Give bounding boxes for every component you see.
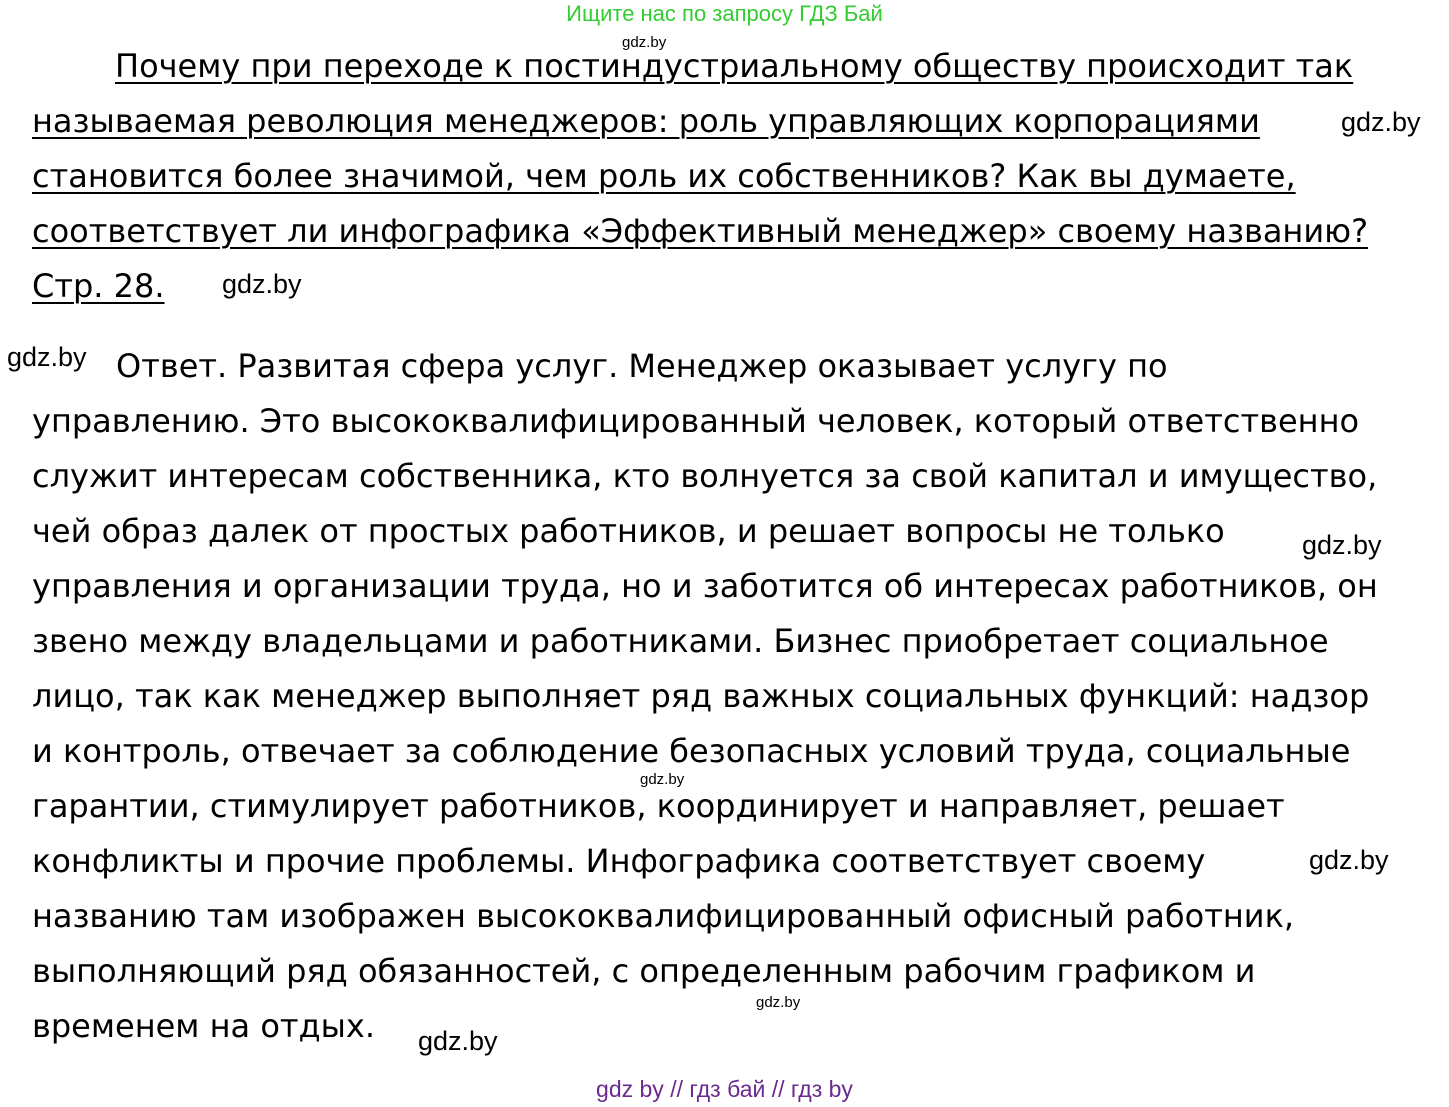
- question-line-3: становится более значимой, чем роль их собственников? Как вы думаете,: [32, 157, 1296, 195]
- answer-line-9: гарантии, стимулирует работников, координирует и направляет, решает: [32, 787, 1285, 825]
- answer-line-13: временем на отдых.: [32, 1007, 376, 1045]
- answer-line-4: чей образ далек от простых работников, и решает вопросы не только: [32, 512, 1225, 550]
- answer-line-12: выполняющий ряд обязанностей, с определенным рабочим графиком и: [32, 952, 1256, 990]
- question-line-4: соответствует ли инфографика «Эффективный менеджер» своему названию?: [32, 212, 1369, 250]
- question-line-1: Почему при переходе к постиндустриальному обществу происходит так: [115, 47, 1354, 85]
- watermark-8: gdz.by: [756, 994, 801, 1011]
- question-line-2: называемая революция менеджеров: роль управляющих корпорациями: [32, 102, 1260, 140]
- watermark-9: gdz.by: [418, 1026, 498, 1056]
- watermark-2: gdz.by: [1341, 107, 1421, 137]
- watermark-4: gdz.by: [7, 342, 87, 372]
- answer-line-5: управления и организации труда, но и заботится об интересах работников, он: [32, 567, 1378, 605]
- watermark-3: gdz.by: [222, 269, 302, 299]
- watermark-7: gdz.by: [1309, 845, 1389, 875]
- watermark-1: gdz.by: [622, 34, 667, 51]
- question-line-5: Стр. 28.: [32, 267, 165, 305]
- answer-line-7: лицо, так как менеджер выполняет ряд важных социальных функций: надзор: [32, 677, 1370, 715]
- answer-line-6: звено между владельцами и работниками. Бизнес приобретает социальное: [32, 622, 1329, 660]
- answer-line-1: Ответ. Развитая сфера услуг. Менеджер оказывает услугу по: [116, 347, 1168, 385]
- top-banner: Ищите нас по запросу ГДЗ Бай: [566, 1, 883, 26]
- answer-line-10: конфликты и прочие проблемы. Инфографика соответствует своему: [32, 842, 1206, 880]
- watermark-5: gdz.by: [1302, 530, 1382, 560]
- answer-line-11: названию там изображен высококвалифицированный офисный работник,: [32, 897, 1295, 935]
- answer-line-3: служит интересам собственника, кто волнуется за свой капитал и имущество,: [32, 457, 1378, 495]
- answer-line-8: и контроль, отвечает за соблюдение безопасных условий труда, социальные: [32, 732, 1351, 770]
- watermark-6: gdz.by: [640, 771, 685, 788]
- answer-line-2: управлению. Это высококвалифицированный человек, который ответственно: [32, 402, 1360, 440]
- footer-links: gdz by // гдз бай // гдз by: [596, 1076, 853, 1102]
